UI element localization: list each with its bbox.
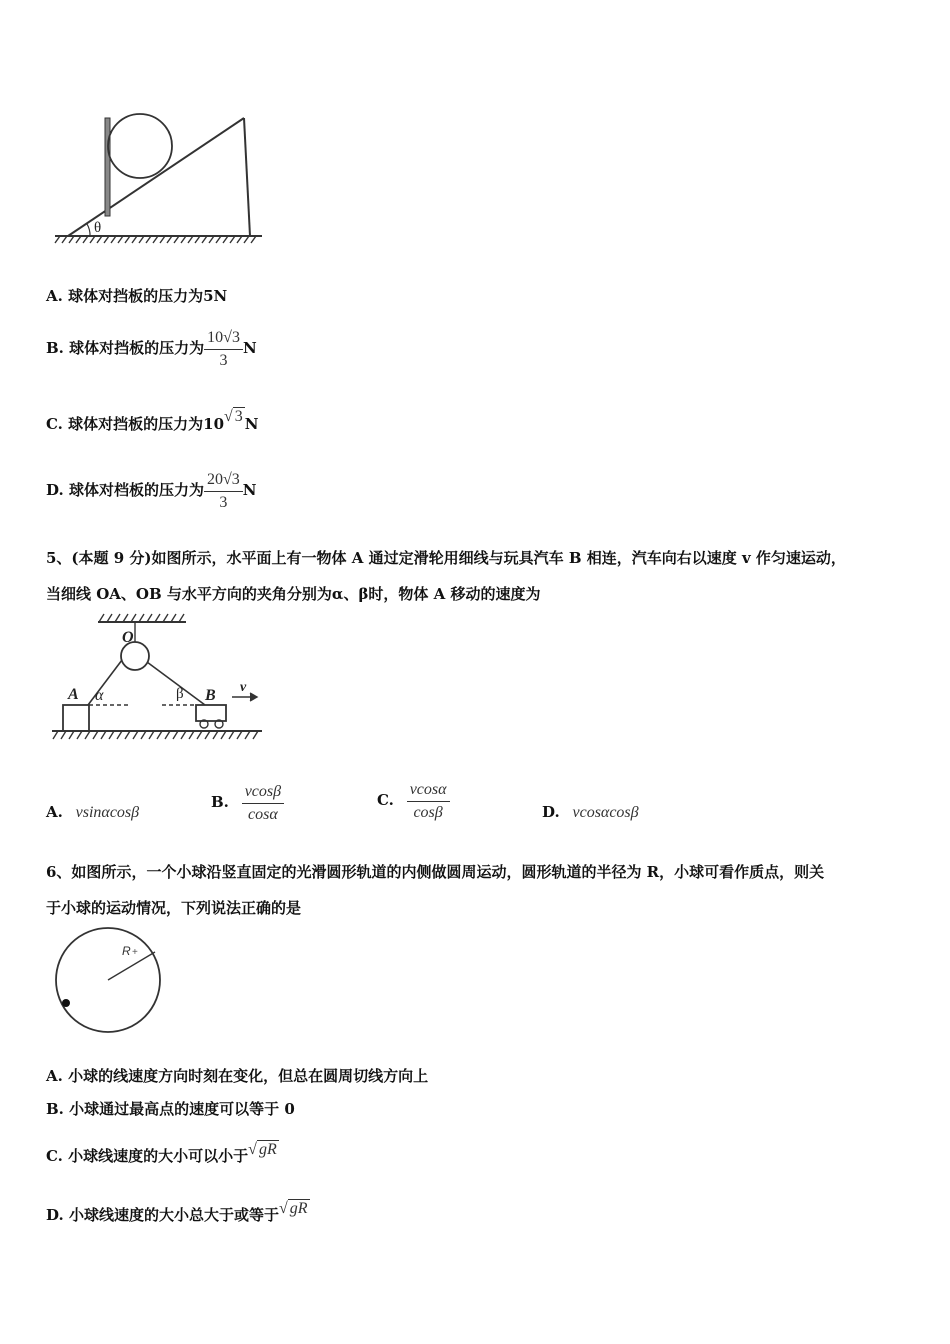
option-text: 球体对挡板的压力为5N [68,287,228,305]
option-letter: C. [46,1147,63,1165]
sqrt-radicand: gR [258,1141,277,1158]
q6-stem-line1: 6、如图所示，一个小球沿竖直固定的光滑圆形轨道的内侧做圆周运动，圆形轨道的半径为 R，小球可看作质点，则关 [46,863,825,881]
option-text: 小球线速度的大小可以小于 [68,1147,249,1165]
sqrt-expression: √ gR [248,1141,277,1158]
option-text: 球体对挡板的压力为 [69,339,205,357]
fraction-numerator: vcosβ [242,781,284,804]
label-b: B [205,687,216,704]
sqrt-radicand: 3 [234,408,243,425]
q5-stem-line2: 当细线 OA、OB 与水平方向的夹角分别为α、β时，物体 A 移动的速度为 [46,585,541,603]
fraction-numerator: 20√3 [204,469,243,492]
sqrt-radicand: gR [289,1200,308,1217]
option-letter: C. [377,791,394,809]
fraction-denominator: 3 [219,493,228,511]
option-text: 小球的线速度方向时刻在变化，但总在圆周切线方向上 [68,1067,429,1085]
sqrt-expression: √ 3 [224,408,243,425]
sqrt-expression: √ gR [278,1200,308,1217]
label-v: v [240,680,247,695]
option-text: 球体对挡板的压力为10 [68,415,225,433]
option-letter: D. [542,803,560,821]
option-unit: N [242,339,257,357]
option-text: 小球线速度的大小总大于或等于 [68,1206,279,1224]
option-expression: vsinαcosβ [75,804,140,821]
fraction-denominator: cosα [248,805,278,823]
label-r-mark: + [132,947,138,958]
option-letter: D. [46,481,64,499]
label-beta: β [176,686,184,702]
option-letter: A. [46,803,63,821]
q6-stem-line2: 于小球的运动情况，下列说法正确的是 [46,899,302,917]
fraction-numerator: 10√3 [204,327,243,350]
theta-label: θ [94,220,102,236]
option-text: 球体对档板的压力为 [68,481,204,499]
small-ball [62,999,70,1007]
fraction-numerator: vcosα [407,779,450,802]
option-letter: A. [46,287,63,305]
q6-option-b[interactable] [46,1099,295,1119]
option-unit: N [244,415,259,433]
q6-option-a[interactable] [46,1066,428,1086]
label-a: A [68,686,79,703]
q5-stem-line1: 5、(本题 9 分)如图所示，水平面上有一物体 A 通过定滑轮用细线与玩具汽车 B 相连，汽车向右以速度 v 作匀速运动， [46,549,846,567]
q6-option-d[interactable] [46,1195,310,1236]
option-letter: D. [46,1206,64,1224]
option-unit: N [242,481,257,499]
fraction-denominator: 3 [219,351,228,369]
option-text: 小球通过最高点的速度可以等于 0 [69,1100,295,1118]
option-letter: A. [46,1067,63,1085]
label-alpha: α [95,687,104,704]
option-letter: B. [211,793,229,811]
option-letter: B. [46,1100,64,1118]
label-o: O [122,629,134,646]
option-letter: C. [46,415,63,433]
label-r: R [122,944,131,958]
option-expression: vcosαcosβ [572,804,639,821]
option-letter: B. [46,339,64,357]
q6-option-c[interactable] [46,1136,279,1177]
fraction-denominator: cosβ [413,803,443,821]
